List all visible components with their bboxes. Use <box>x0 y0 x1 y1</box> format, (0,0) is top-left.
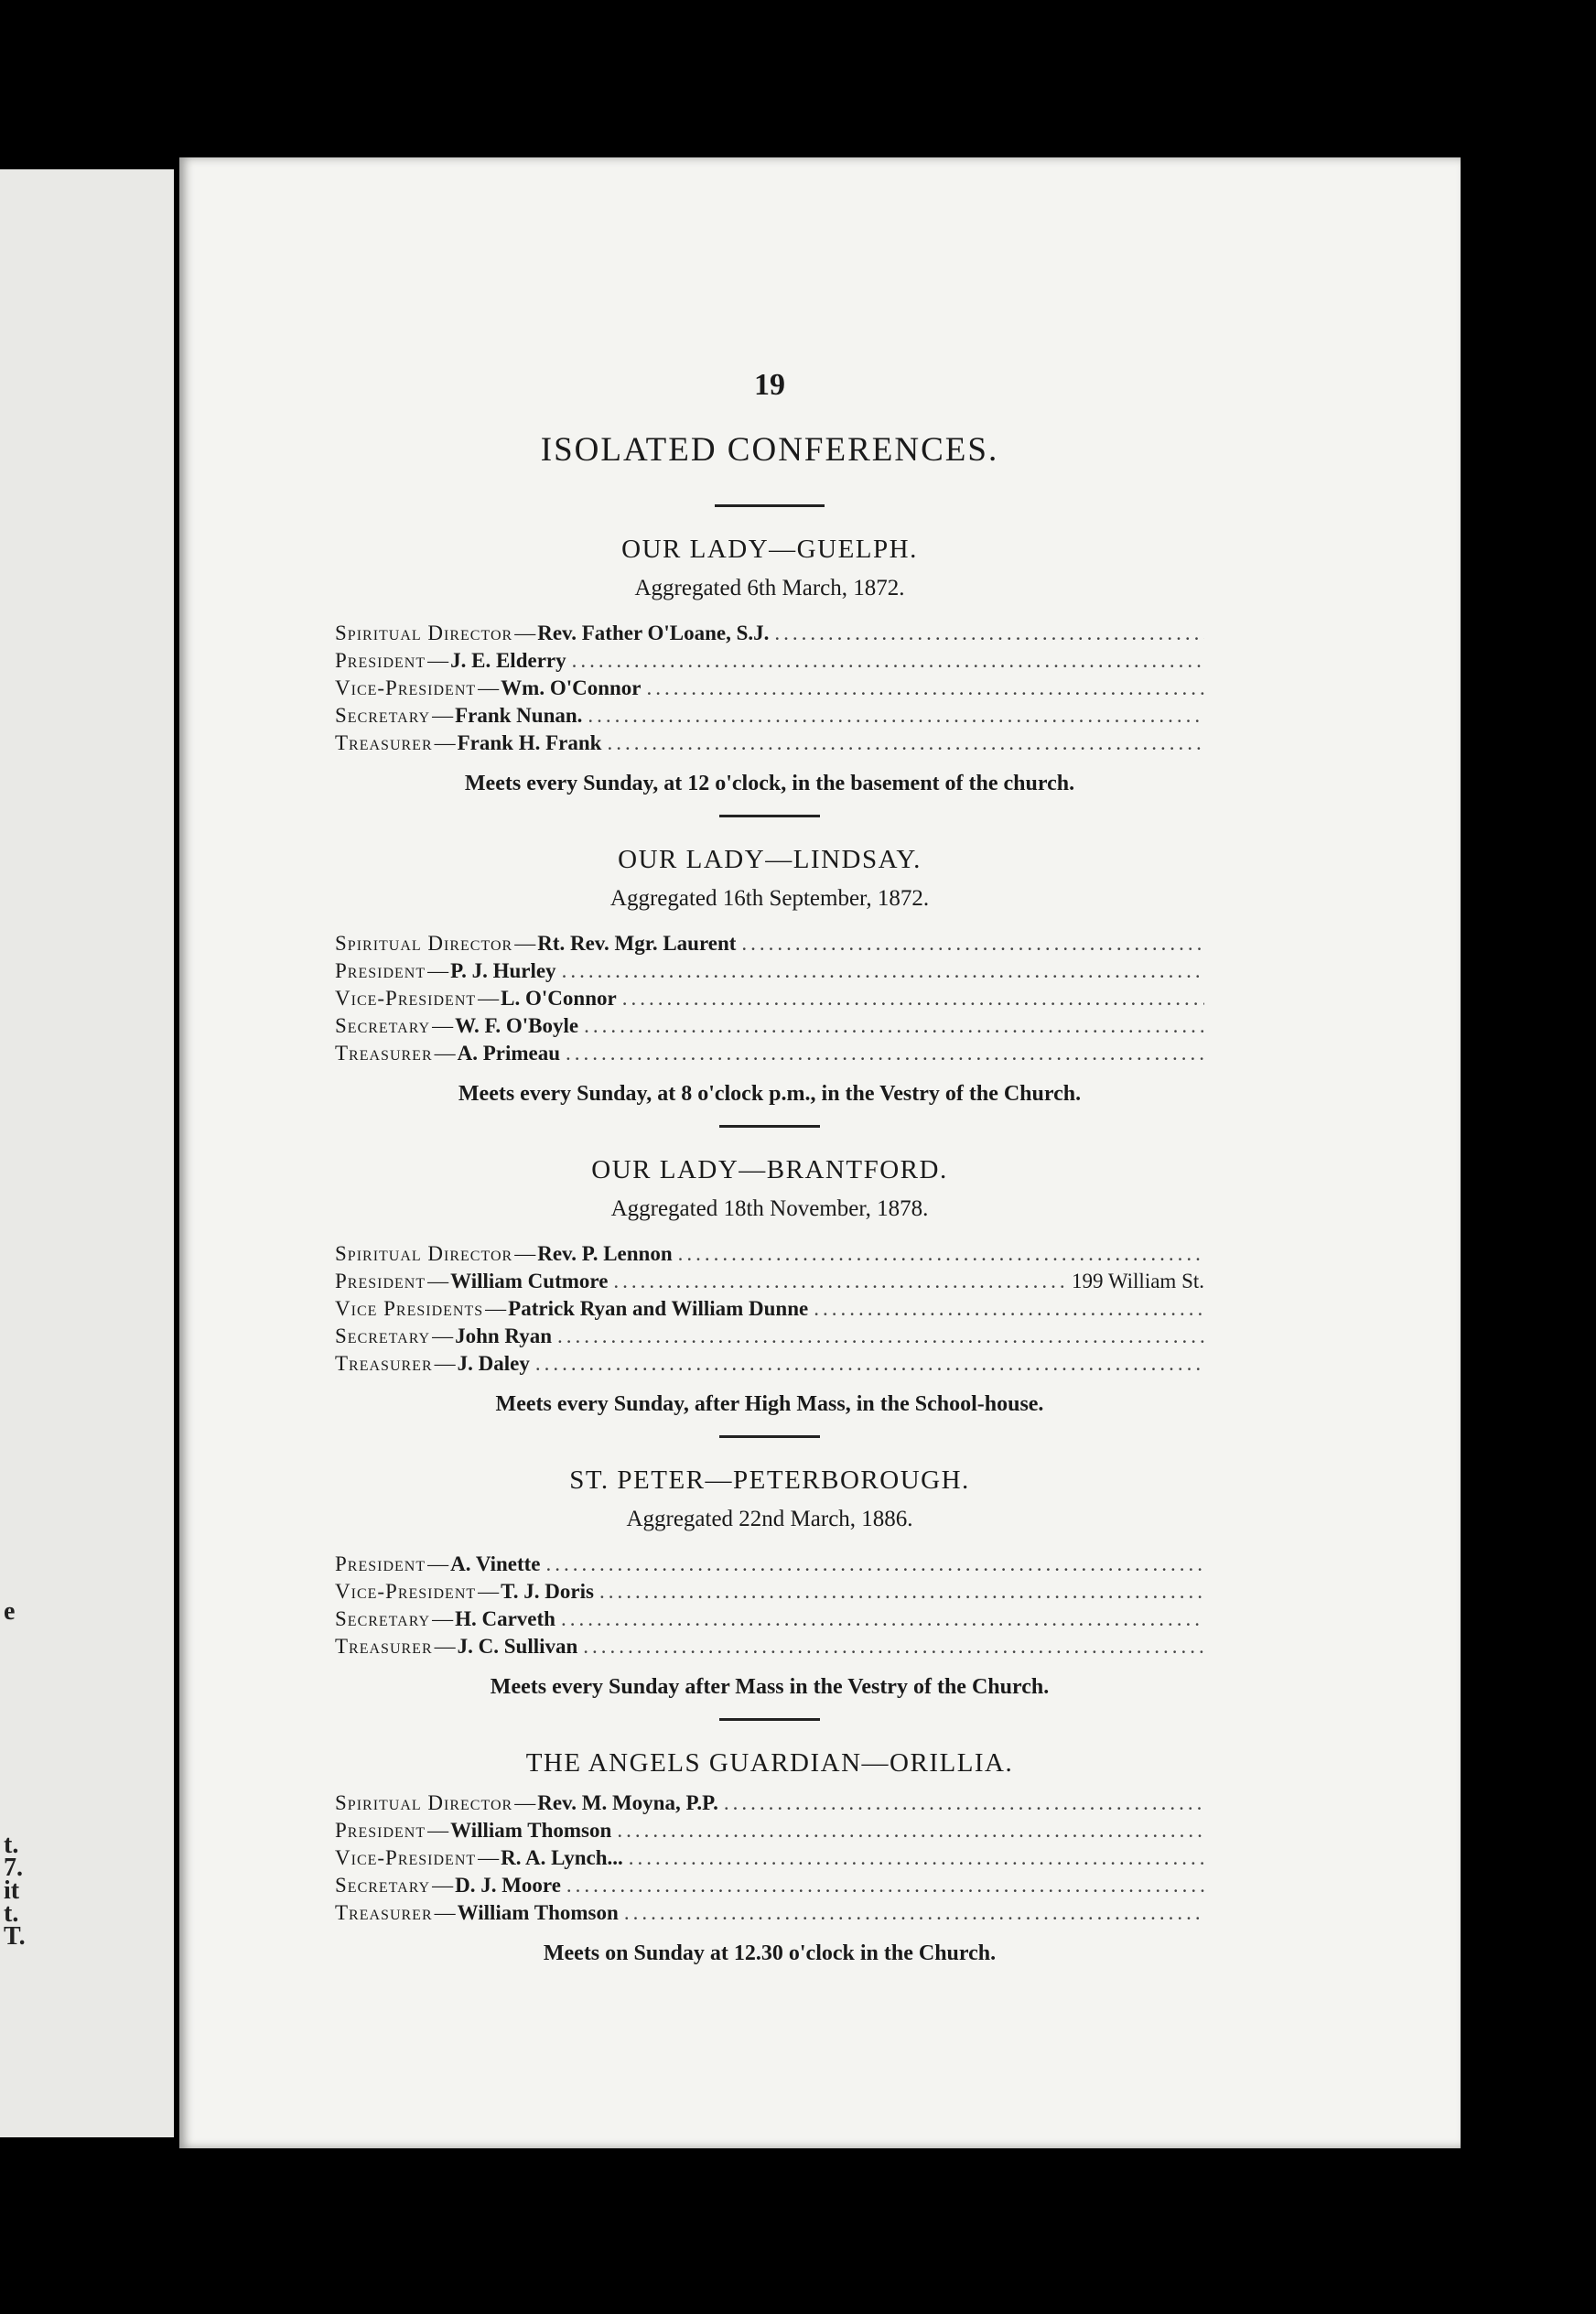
leader-dots <box>724 1790 1204 1817</box>
officer-row: President — J. E. Elderry ..... <box>335 647 1204 675</box>
leader-dots <box>562 957 1204 985</box>
officer-row: Secretary — W. F. O'Boyle ..... <box>335 1012 1204 1040</box>
officer-row: Treasurer — J. C. Sullivan ..... <box>335 1633 1204 1660</box>
meeting-info: Meets every Sunday after Mass in the Vestry of the Church. <box>490 1675 1050 1699</box>
conference-peterborough <box>335 1465 1204 1721</box>
officer-role: Treasurer <box>335 1901 433 1924</box>
conference-name: OUR LADY—GUELPH. <box>621 535 918 564</box>
officer-row: Spiritual Director — Rev. Father O'Loane, S.J. ..... <box>335 620 1204 647</box>
officer-row: Secretary — H. Carveth ..... <box>335 1606 1204 1633</box>
leader-dots <box>741 930 1204 957</box>
officer-role: Secretary <box>335 1607 431 1630</box>
conference-lindsay <box>335 845 1204 1128</box>
officer-row: President — A. Vinette ..... <box>335 1551 1204 1578</box>
leader-dots <box>584 1012 1204 1040</box>
leader-dots <box>617 1817 1204 1844</box>
officer-name: Rev. P. Lennon <box>537 1242 673 1265</box>
document-page <box>179 157 1461 2148</box>
leader-dots <box>647 675 1204 702</box>
officer-role: Secretary <box>335 704 431 727</box>
section-rule <box>719 815 820 817</box>
leader-dots <box>607 730 1204 757</box>
leader-dots <box>561 1606 1204 1633</box>
page-number: 19 <box>754 368 785 402</box>
leader-dots <box>535 1350 1204 1378</box>
officer-role: Secretary <box>335 1874 431 1897</box>
aggregated-date: Aggregated 6th March, 1872. <box>634 576 905 600</box>
officer-row: Vice-President — R. A. Lynch... ..... <box>335 1844 1204 1872</box>
left-fragment: t. <box>4 1899 19 1928</box>
conference-brantford <box>335 1155 1204 1438</box>
officer-name: H. Carveth <box>455 1607 555 1630</box>
officer-name: T. J. Doris <box>501 1580 594 1603</box>
officer-list <box>335 1790 1204 1927</box>
officer-row: Spiritual Director — Rt. Rev. Mgr. Laurent ..... <box>335 930 1204 957</box>
conference-guelph <box>335 535 1204 817</box>
officer-name: J. Daley <box>457 1352 530 1375</box>
leader-dots <box>629 1844 1204 1872</box>
left-fragment: T. <box>4 1922 26 1951</box>
officer-role: Treasurer <box>335 1042 433 1065</box>
leader-dots <box>624 1899 1204 1927</box>
officer-row: Secretary — Frank Nunan. ..... <box>335 702 1204 730</box>
officer-row: Treasurer — William Thomson ..... <box>335 1899 1204 1927</box>
officer-list <box>335 620 1204 757</box>
leader-dots <box>583 1633 1204 1660</box>
section-rule <box>719 1125 820 1128</box>
leader-dots <box>678 1240 1204 1268</box>
officer-name: Frank Nunan. <box>455 704 583 727</box>
officer-role: Spiritual Director <box>335 1791 513 1814</box>
officer-row: Secretary — John Ryan ..... <box>335 1323 1204 1350</box>
officer-name: John Ryan <box>455 1325 553 1347</box>
officer-role: President <box>335 1270 426 1292</box>
officer-role: Vice-President <box>335 676 477 699</box>
conference-name: ST. PETER—PETERBOROUGH. <box>569 1465 970 1495</box>
leader-dots <box>546 1551 1205 1578</box>
officer-role: President <box>335 649 426 672</box>
section-rule <box>719 1435 820 1438</box>
officer-row: Treasurer — A. Primeau ..... <box>335 1040 1204 1067</box>
leader-dots <box>613 1268 1064 1295</box>
officer-name: William Thomson <box>457 1901 619 1924</box>
officer-row: President — William Cutmore ..... 199 William St. <box>335 1268 1204 1295</box>
left-fragment: t. <box>4 1831 19 1859</box>
meeting-info: Meets on Sunday at 12.30 o'clock in the Church. <box>543 1941 997 1965</box>
officer-role: Vice-President <box>335 1580 477 1603</box>
title-rule <box>715 504 825 507</box>
officer-name: J. C. Sullivan <box>457 1635 578 1658</box>
officer-role: President <box>335 959 426 982</box>
left-fragment: e <box>4 1597 16 1626</box>
officer-role: Spiritual Director <box>335 1242 513 1265</box>
officer-address: 199 William St. <box>1072 1270 1204 1292</box>
officer-row: Treasurer — Frank H. Frank ..... <box>335 730 1204 757</box>
officer-name: L. O'Connor <box>501 987 617 1010</box>
officer-role: Secretary <box>335 1325 431 1347</box>
section-rule <box>719 1718 820 1721</box>
meeting-info: Meets every Sunday, at 12 o'clock, in the basement of the church. <box>464 772 1075 795</box>
leader-dots <box>566 1040 1204 1067</box>
left-page-fragments <box>0 169 174 2137</box>
officer-name: W. F. O'Boyle <box>455 1014 579 1037</box>
officer-name: Wm. O'Connor <box>501 676 642 699</box>
officer-name: Rev. Father O'Loane, S.J. <box>537 622 770 644</box>
meeting-info: Meets every Sunday, after High Mass, in the School-house. <box>495 1392 1044 1416</box>
officer-row: Vice-President — Wm. O'Connor ..... <box>335 675 1204 702</box>
officer-name: R. A. Lynch... <box>501 1846 623 1869</box>
left-fragment: it <box>4 1876 20 1905</box>
officer-name: Patrick Ryan and William Dunne <box>508 1297 809 1320</box>
leader-dots <box>622 985 1204 1012</box>
officer-name: A. Vinette <box>450 1552 541 1575</box>
leader-dots <box>774 620 1204 647</box>
officer-list <box>335 1551 1204 1660</box>
officer-role: Spiritual Director <box>335 932 513 955</box>
meeting-info: Meets every Sunday, at 8 o'clock p.m., in the Vestry of the Church. <box>458 1082 1082 1106</box>
leader-dots <box>599 1578 1204 1606</box>
officer-name: J. E. Elderry <box>450 649 566 672</box>
officer-role: Vice-President <box>335 1846 477 1869</box>
officer-name: William Thomson <box>450 1819 612 1842</box>
officer-name: P. J. Hurley <box>450 959 556 982</box>
page-content <box>335 368 1204 1984</box>
officer-row: Vice-President — T. J. Doris ..... <box>335 1578 1204 1606</box>
officer-name: Frank H. Frank <box>457 731 602 754</box>
officer-role: President <box>335 1819 426 1842</box>
officer-role: Secretary <box>335 1014 431 1037</box>
officer-role: Treasurer <box>335 731 433 754</box>
page-title: ISOLATED CONFERENCES. <box>540 431 999 469</box>
officer-name: Rt. Rev. Mgr. Laurent <box>537 932 737 955</box>
leader-dots <box>814 1295 1204 1323</box>
conference-name: OUR LADY—LINDSAY. <box>618 845 922 874</box>
officer-role: Vice Presidents <box>335 1297 484 1320</box>
officer-name: A. Primeau <box>457 1042 561 1065</box>
officer-list <box>335 1240 1204 1378</box>
aggregated-date: Aggregated 18th November, 1878. <box>610 1196 929 1221</box>
officer-row: President — William Thomson ..... <box>335 1817 1204 1844</box>
officer-name: Rev. M. Moyna, P.P. <box>537 1791 718 1814</box>
conference-name: THE ANGELS GUARDIAN—ORILLIA. <box>525 1748 1014 1778</box>
officer-name: D. J. Moore <box>455 1874 561 1897</box>
officer-role: Spiritual Director <box>335 622 513 644</box>
aggregated-date: Aggregated 16th September, 1872. <box>609 886 930 911</box>
officer-role: Treasurer <box>335 1352 433 1375</box>
officer-row: President — P. J. Hurley ..... <box>335 957 1204 985</box>
officer-name: William Cutmore <box>450 1270 609 1292</box>
officer-role: Treasurer <box>335 1635 433 1658</box>
conference-orillia <box>335 1748 1204 1966</box>
left-fragment: 7. <box>4 1854 23 1882</box>
officer-row: Spiritual Director — Rev. P. Lennon ..... <box>335 1240 1204 1268</box>
officer-row: Vice-President — L. O'Connor ..... <box>335 985 1204 1012</box>
officer-row: Treasurer — J. Daley ..... <box>335 1350 1204 1378</box>
officer-role: Vice-President <box>335 987 477 1010</box>
officer-row: Spiritual Director — Rev. M. Moyna, P.P. ..... <box>335 1790 1204 1817</box>
leader-dots <box>557 1323 1204 1350</box>
officer-list <box>335 930 1204 1067</box>
aggregated-date: Aggregated 22nd March, 1886. <box>626 1507 913 1531</box>
leader-dots <box>566 1872 1204 1899</box>
leader-dots <box>588 702 1204 730</box>
officer-row: Secretary — D. J. Moore ..... <box>335 1872 1204 1899</box>
left-page-edge <box>0 169 174 2137</box>
leader-dots <box>572 647 1204 675</box>
conference-name: OUR LADY—BRANTFORD. <box>591 1155 948 1184</box>
officer-row: Vice Presidents — Patrick Ryan and William Dunne ..... <box>335 1295 1204 1323</box>
officer-role: President <box>335 1552 426 1575</box>
